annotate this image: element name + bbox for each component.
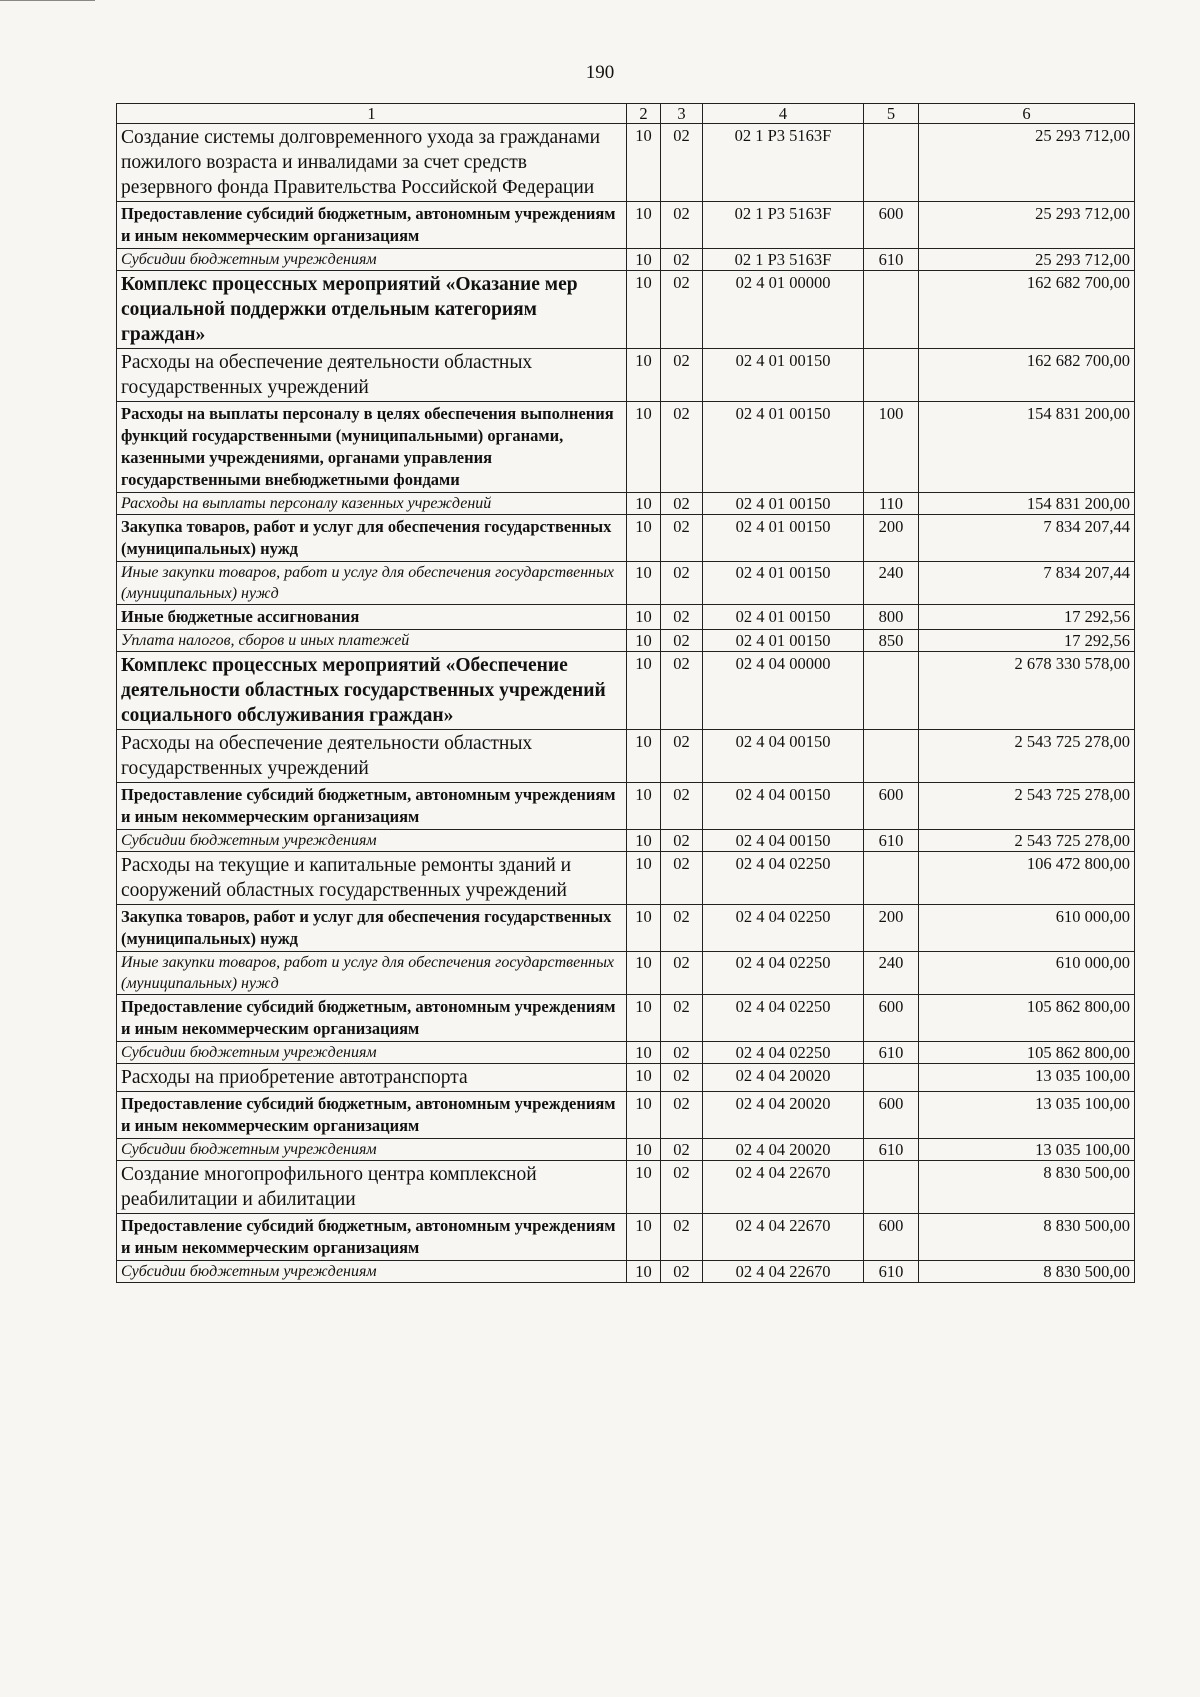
target-article-code-cell: 02 4 01 00150	[703, 605, 864, 630]
target-article-code-cell: 02 4 04 22670	[703, 1214, 864, 1261]
budget-table	[116, 103, 1135, 1283]
expense-type-code-cell: 110	[864, 493, 919, 515]
amount-cell: 17 292,56	[919, 630, 1135, 652]
row-name-cell: Иные закупки товаров, работ и услуг для обеспечения государственных (муниципальных) нужд	[117, 562, 627, 605]
row-name-cell: Субсидии бюджетным учреждениям	[117, 1042, 627, 1064]
header-row	[117, 104, 1135, 124]
table-row	[117, 995, 1135, 1042]
subsection-code-cell: 02	[661, 1064, 703, 1092]
table-row	[117, 402, 1135, 493]
section-code-cell: 10	[627, 830, 661, 852]
section-code-cell: 10	[627, 349, 661, 402]
target-article-code-cell: 02 1 Р3 5163F	[703, 202, 864, 249]
amount-cell: 8 830 500,00	[919, 1214, 1135, 1261]
expense-type-code-cell: 600	[864, 995, 919, 1042]
expense-type-code-cell: 610	[864, 1261, 919, 1283]
section-code-cell: 10	[627, 202, 661, 249]
amount-cell: 13 035 100,00	[919, 1092, 1135, 1139]
amount-cell: 610 000,00	[919, 952, 1135, 995]
page-number: 190	[585, 62, 615, 83]
table-row	[117, 1161, 1135, 1214]
expense-type-code-cell: 240	[864, 562, 919, 605]
expense-type-code-cell: 800	[864, 605, 919, 630]
table-row	[117, 630, 1135, 652]
expense-type-code-cell	[864, 1161, 919, 1214]
section-code-cell: 10	[627, 1139, 661, 1161]
row-name-cell: Уплата налогов, сборов и иных платежей	[117, 630, 627, 652]
amount-cell: 610 000,00	[919, 905, 1135, 952]
amount-cell: 25 293 712,00	[919, 124, 1135, 202]
amount-cell: 8 830 500,00	[919, 1161, 1135, 1214]
row-name-cell: Расходы на обеспечение деятельности областных государственных учреждений	[117, 730, 627, 783]
expense-type-code-cell: 610	[864, 830, 919, 852]
target-article-code-cell: 02 4 01 00150	[703, 630, 864, 652]
table-row	[117, 830, 1135, 852]
header-cell: 4	[703, 104, 864, 124]
section-code-cell: 10	[627, 905, 661, 952]
row-name-cell: Создание многопрофильного центра комплексной реабилитации и абилитации	[117, 1161, 627, 1214]
amount-cell: 154 831 200,00	[919, 493, 1135, 515]
section-code-cell: 10	[627, 1092, 661, 1139]
subsection-code-cell: 02	[661, 202, 703, 249]
amount-cell: 106 472 800,00	[919, 852, 1135, 905]
target-article-code-cell: 02 1 Р3 5163F	[703, 124, 864, 202]
target-article-code-cell: 02 4 01 00150	[703, 402, 864, 493]
table-body	[117, 124, 1135, 1283]
subsection-code-cell: 02	[661, 852, 703, 905]
expense-type-code-cell: 100	[864, 402, 919, 493]
table-row	[117, 249, 1135, 271]
section-code-cell: 10	[627, 124, 661, 202]
row-name-cell: Расходы на текущие и капитальные ремонты зданий и сооружений областных государственных учреждений	[117, 852, 627, 905]
expense-type-code-cell: 200	[864, 515, 919, 562]
section-code-cell: 10	[627, 249, 661, 271]
target-article-code-cell: 02 4 04 02250	[703, 995, 864, 1042]
table-row	[117, 1139, 1135, 1161]
row-name-cell: Комплекс процессных мероприятий «Оказание мер социальной поддержки отдельным категориям граждан»	[117, 271, 627, 349]
subsection-code-cell: 02	[661, 124, 703, 202]
row-name-cell: Закупка товаров, работ и услуг для обеспечения государственных (муниципальных) нужд	[117, 905, 627, 952]
header-cell: 2	[627, 104, 661, 124]
row-name-cell: Иные закупки товаров, работ и услуг для обеспечения государственных (муниципальных) нужд	[117, 952, 627, 995]
table-row	[117, 1064, 1135, 1092]
amount-cell: 162 682 700,00	[919, 271, 1135, 349]
table-row	[117, 730, 1135, 783]
amount-cell: 105 862 800,00	[919, 995, 1135, 1042]
table-row	[117, 124, 1135, 202]
amount-cell: 2 543 725 278,00	[919, 830, 1135, 852]
subsection-code-cell: 02	[661, 562, 703, 605]
row-name-cell: Закупка товаров, работ и услуг для обеспечения государственных (муниципальных) нужд	[117, 515, 627, 562]
subsection-code-cell: 02	[661, 1161, 703, 1214]
target-article-code-cell: 02 4 04 00150	[703, 730, 864, 783]
row-name-cell: Создание системы долговременного ухода за гражданами пожилого возраста и инвалидами за счет средств резервного фонда Правительства Российской Федерации	[117, 124, 627, 202]
row-name-cell: Предоставление субсидий бюджетным, автономным учреждениям и иным некоммерческим организациям	[117, 995, 627, 1042]
expense-type-code-cell: 600	[864, 1092, 919, 1139]
subsection-code-cell: 02	[661, 630, 703, 652]
expense-type-code-cell	[864, 349, 919, 402]
row-name-cell: Предоставление субсидий бюджетным, автономным учреждениям и иным некоммерческим организациям	[117, 1092, 627, 1139]
subsection-code-cell: 02	[661, 271, 703, 349]
expense-type-code-cell	[864, 730, 919, 783]
table-row	[117, 515, 1135, 562]
table-row	[117, 1261, 1135, 1283]
subsection-code-cell: 02	[661, 605, 703, 630]
table-row	[117, 1042, 1135, 1064]
section-code-cell: 10	[627, 995, 661, 1042]
expense-type-code-cell	[864, 852, 919, 905]
section-code-cell: 10	[627, 630, 661, 652]
amount-cell: 25 293 712,00	[919, 202, 1135, 249]
header-cell: 3	[661, 104, 703, 124]
target-article-code-cell: 02 4 04 00000	[703, 652, 864, 730]
target-article-code-cell: 02 4 01 00150	[703, 349, 864, 402]
row-name-cell: Предоставление субсидий бюджетным, автономным учреждениям и иным некоммерческим организациям	[117, 202, 627, 249]
section-code-cell: 10	[627, 402, 661, 493]
expense-type-code-cell: 600	[864, 202, 919, 249]
target-article-code-cell: 02 4 04 00150	[703, 830, 864, 852]
header-cell: 6	[919, 104, 1135, 124]
row-name-cell: Иные бюджетные ассигнования	[117, 605, 627, 630]
section-code-cell: 10	[627, 1161, 661, 1214]
target-article-code-cell: 02 4 04 20020	[703, 1092, 864, 1139]
table-row	[117, 1092, 1135, 1139]
amount-cell: 154 831 200,00	[919, 402, 1135, 493]
subsection-code-cell: 02	[661, 783, 703, 830]
subsection-code-cell: 02	[661, 830, 703, 852]
expense-type-code-cell: 610	[864, 1139, 919, 1161]
target-article-code-cell: 02 4 04 02250	[703, 1042, 864, 1064]
target-article-code-cell: 02 4 04 02250	[703, 852, 864, 905]
subsection-code-cell: 02	[661, 1042, 703, 1064]
table-row	[117, 493, 1135, 515]
table-row	[117, 1214, 1135, 1261]
target-article-code-cell: 02 4 04 22670	[703, 1261, 864, 1283]
subsection-code-cell: 02	[661, 493, 703, 515]
row-name-cell: Предоставление субсидий бюджетным, автономным учреждениям и иным некоммерческим организациям	[117, 1214, 627, 1261]
row-name-cell: Субсидии бюджетным учреждениям	[117, 830, 627, 852]
section-code-cell: 10	[627, 952, 661, 995]
row-name-cell: Расходы на выплаты персоналу в целях обеспечения выполнения функций государственными (муниципальными) органами, казенными учреждениями, органами управления государственными внебюджетными фондами	[117, 402, 627, 493]
subsection-code-cell: 02	[661, 1261, 703, 1283]
expense-type-code-cell: 240	[864, 952, 919, 995]
table-row	[117, 652, 1135, 730]
amount-cell: 7 834 207,44	[919, 515, 1135, 562]
target-article-code-cell: 02 4 04 20020	[703, 1064, 864, 1092]
table-row	[117, 905, 1135, 952]
header-cell: 5	[864, 104, 919, 124]
subsection-code-cell: 02	[661, 402, 703, 493]
table-row	[117, 562, 1135, 605]
target-article-code-cell: 02 4 01 00000	[703, 271, 864, 349]
section-code-cell: 10	[627, 1214, 661, 1261]
expense-type-code-cell	[864, 1064, 919, 1092]
amount-cell: 8 830 500,00	[919, 1261, 1135, 1283]
row-name-cell: Комплекс процессных мероприятий «Обеспечение деятельности областных государственных учреждений социального обслуживания граждан»	[117, 652, 627, 730]
expense-type-code-cell	[864, 124, 919, 202]
subsection-code-cell: 02	[661, 730, 703, 783]
amount-cell: 2 543 725 278,00	[919, 730, 1135, 783]
table-row	[117, 783, 1135, 830]
subsection-code-cell: 02	[661, 249, 703, 271]
target-article-code-cell: 02 4 01 00150	[703, 562, 864, 605]
row-name-cell: Расходы на приобретение автотранспорта	[117, 1064, 627, 1092]
amount-cell: 7 834 207,44	[919, 562, 1135, 605]
header-cell: 1	[117, 104, 627, 124]
target-article-code-cell: 02 4 01 00150	[703, 515, 864, 562]
subsection-code-cell: 02	[661, 1214, 703, 1261]
target-article-code-cell: 02 4 04 20020	[703, 1139, 864, 1161]
amount-cell: 2 543 725 278,00	[919, 783, 1135, 830]
table-row	[117, 349, 1135, 402]
amount-cell: 2 678 330 578,00	[919, 652, 1135, 730]
subsection-code-cell: 02	[661, 905, 703, 952]
subsection-code-cell: 02	[661, 1092, 703, 1139]
amount-cell: 105 862 800,00	[919, 1042, 1135, 1064]
target-article-code-cell: 02 4 04 02250	[703, 905, 864, 952]
section-code-cell: 10	[627, 852, 661, 905]
amount-cell: 17 292,56	[919, 605, 1135, 630]
amount-cell: 162 682 700,00	[919, 349, 1135, 402]
section-code-cell: 10	[627, 493, 661, 515]
table-row	[117, 202, 1135, 249]
amount-cell: 25 293 712,00	[919, 249, 1135, 271]
row-name-cell: Расходы на обеспечение деятельности областных государственных учреждений	[117, 349, 627, 402]
row-name-cell: Субсидии бюджетным учреждениям	[117, 249, 627, 271]
expense-type-code-cell: 610	[864, 1042, 919, 1064]
section-code-cell: 10	[627, 1042, 661, 1064]
target-article-code-cell: 02 4 04 00150	[703, 783, 864, 830]
expense-type-code-cell: 610	[864, 249, 919, 271]
expense-type-code-cell: 600	[864, 1214, 919, 1261]
subsection-code-cell: 02	[661, 952, 703, 995]
subsection-code-cell: 02	[661, 652, 703, 730]
section-code-cell: 10	[627, 1064, 661, 1092]
row-name-cell: Субсидии бюджетным учреждениям	[117, 1139, 627, 1161]
target-article-code-cell: 02 4 01 00150	[703, 493, 864, 515]
table-row	[117, 852, 1135, 905]
expense-type-code-cell	[864, 271, 919, 349]
expense-type-code-cell: 600	[864, 783, 919, 830]
section-code-cell: 10	[627, 562, 661, 605]
amount-cell: 13 035 100,00	[919, 1064, 1135, 1092]
row-name-cell: Субсидии бюджетным учреждениям	[117, 1261, 627, 1283]
subsection-code-cell: 02	[661, 515, 703, 562]
section-code-cell: 10	[627, 1261, 661, 1283]
section-code-cell: 10	[627, 652, 661, 730]
section-code-cell: 10	[627, 271, 661, 349]
section-code-cell: 10	[627, 515, 661, 562]
expense-type-code-cell: 200	[864, 905, 919, 952]
target-article-code-cell: 02 1 Р3 5163F	[703, 249, 864, 271]
target-article-code-cell: 02 4 04 02250	[703, 952, 864, 995]
row-name-cell: Расходы на выплаты персоналу казенных учреждений	[117, 493, 627, 515]
expense-type-code-cell: 850	[864, 630, 919, 652]
subsection-code-cell: 02	[661, 1139, 703, 1161]
scan-edge-line	[0, 0, 95, 1]
subsection-code-cell: 02	[661, 995, 703, 1042]
section-code-cell: 10	[627, 783, 661, 830]
table-row	[117, 271, 1135, 349]
row-name-cell: Предоставление субсидий бюджетным, автономным учреждениям и иным некоммерческим организациям	[117, 783, 627, 830]
subsection-code-cell: 02	[661, 349, 703, 402]
section-code-cell: 10	[627, 730, 661, 783]
section-code-cell: 10	[627, 605, 661, 630]
table-row	[117, 952, 1135, 995]
table-row	[117, 605, 1135, 630]
amount-cell: 13 035 100,00	[919, 1139, 1135, 1161]
target-article-code-cell: 02 4 04 22670	[703, 1161, 864, 1214]
expense-type-code-cell	[864, 652, 919, 730]
